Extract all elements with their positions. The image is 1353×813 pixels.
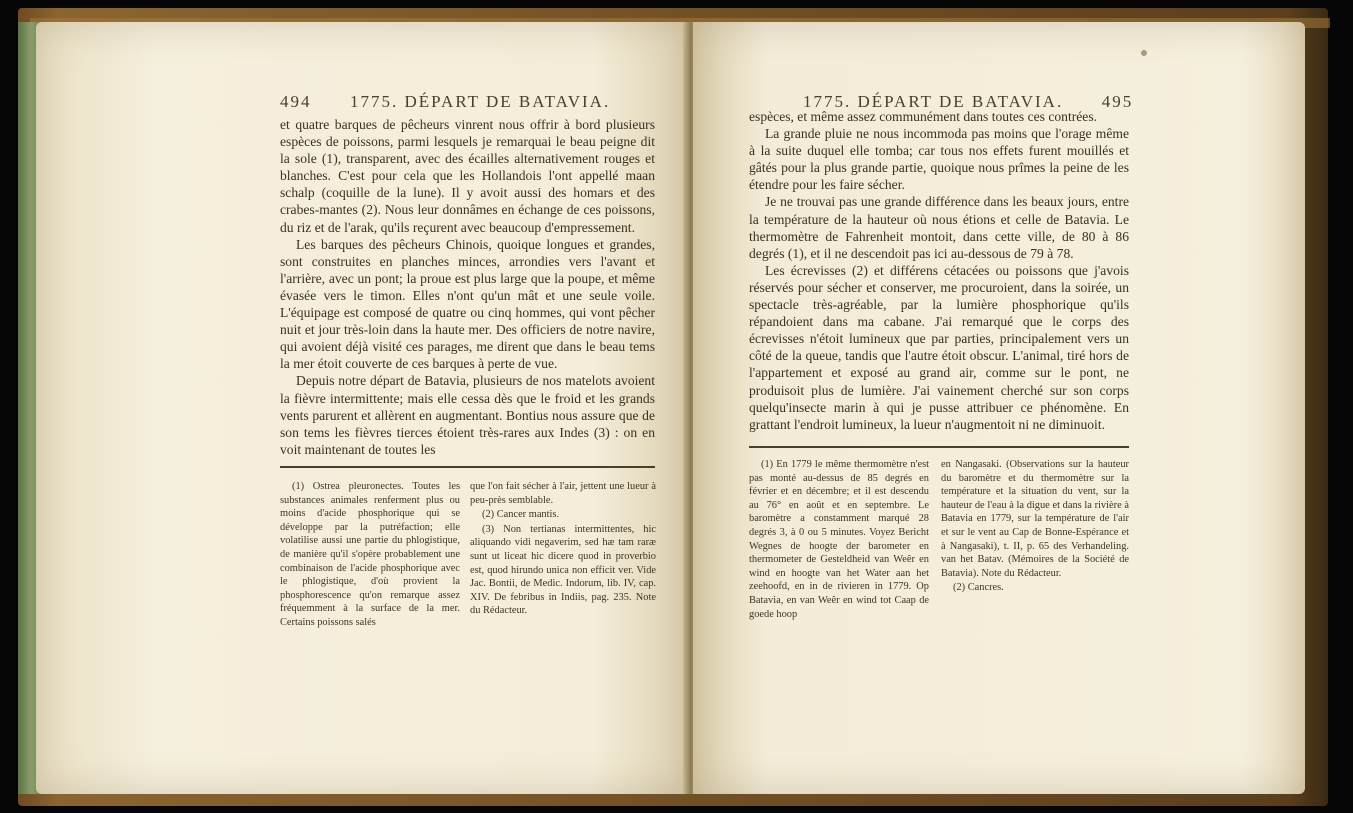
right-paragraph: espèces, et même assez communément dans toutes ces contrées. [749, 109, 1098, 124]
footnote: (3) Non tertianas intermittentes, hic aliquando vidi negaverim, sed hæ tam raræ sunt ut liceat hic dicere quod in proverbio est, quod hirundo unica non efficit ver. Vide Jac. Bontii, de Medic. Indorum, lib. IV, cap. XIV. De febribus in Indiis, pag. 235. Note du Rédacteur. [470, 523, 656, 617]
left-body-text [280, 116, 655, 458]
left-page [36, 22, 691, 794]
right-footnotes-col1 [749, 458, 929, 622]
right-footnotes-col2 [941, 458, 1129, 596]
left-footnotes-col2 [470, 480, 656, 619]
footnote: que l'on fait sécher à l'air, jettent une lueur à peu-près semblable. [470, 481, 656, 506]
left-running-head [280, 92, 610, 112]
left-running-title: 1775. DÉPART DE BATAVIA. [350, 92, 611, 111]
left-paragraph: Depuis notre départ de Batavia, plusieurs de nos matelots avoient la fièvre intermittente; mais elle cessa dès que le froid et les grands vents parurent et allèrent en augmentant. Bontius nous assure que de son tems les fièvres tierces étoient très-rares aux Indes (3) : on en voit maintenant de toutes les [280, 373, 655, 457]
right-page-number: 495 [1101, 92, 1134, 111]
paper-speck [1141, 50, 1147, 56]
right-paragraph: Je ne trouvai pas une grande différence dans les beaux jours, entre la température de la hauteur où nous étions et celle de Batavia. Le thermomètre de Fahrenheit montoit, dans cette ville, de 80 à 86 degrés (1), et il ne descendoit pas ici au-dessous de 79 à 78. [749, 194, 1129, 261]
footnote: (2) Cancer mantis. [482, 509, 560, 521]
right-paragraph: La grande pluie ne nous incommoda pas moins que l'orage même à la suite duquel elle tomba; car tous nos effets furent mouillés et gâtés pour la plus grande partie, quoique nous prîmes la peine de les étendre pour les faire sécher. [749, 126, 1129, 193]
footnote: (2) Cancres. [953, 582, 1004, 594]
right-page [693, 22, 1305, 794]
left-paragraph: et quatre barques de pêcheurs vinrent nous offrir à bord plusieurs espèces de poissons, parmi lesquels je remarquai le beau peigne dit la sole (1), transparent, avec des écailles alternativement rouges et blanches. C'est pour cela que les Hollandois l'ont appellé maan schalp (coquille de la lune). Il y avoit aussi des homars et des crabes-mantes (2). Nous leur donnâmes en échange de ces poissons, du riz et de l'arak, qu'ils reçurent avec beaucoup d'empressement. [280, 117, 655, 235]
footnote: en Nangasaki. (Observations sur la hauteur du baromètre et du thermomètre sur la température et la situation du vent, sur la hauteur de l'eau à la digue et dans la rivière à Batavia en 1779, sur la température de l'air et sur le vent au Cap de Bonne-Espérance et à Nangasaki), t. II, p. 65 des Verhandeling. van het Batav. (Mémoires de la Société de Batavia). Note du Rédacteur. [941, 459, 1129, 579]
left-footnotes-col1 [280, 480, 460, 631]
footnote-rule [280, 466, 655, 468]
right-body-text [749, 108, 1129, 433]
left-page-number: 494 [280, 92, 312, 111]
left-paragraph: Les barques des pêcheurs Chinois, quoique longues et grandes, sont construites en planches minces, arrondies vers l'avant et l'arrière, avec un pont; la proue est plus large que la poupe, et même évasée vers le timon. Elles n'ont qu'un mât et une seule voile. L'équipage est composé de quatre ou cinq hommes, qui vont pêcher nuit et jour très-loin dans la haute mer. Des officiers de notre navire, qui avoient déjà visité ces parages, me dirent que dans le beau tems la mer étoit couverte de ces barques à perte de vue. [280, 236, 655, 372]
footnote: (1) En 1779 le même thermomètre n'est pas monté au-dessus de 85 degrés en février et en décembre; et il est descendu au 76° en août et en septembre. Le baromètre a constamment marqué 28 degrés 3, à 0 ou 5 minutes. Voyez Bericht Wegnes de hoogte der barometer en thermometer de Gesteldheid van Weêr en wind en hoogte van het Water aan het zeehoofd, en in de rivieren in 1779. Op Batavia, en van Weêr en wind tot Caap de goede hoop [749, 459, 929, 620]
footnote-rule [749, 446, 1129, 448]
right-paragraph: Les écrevisses (2) et différens cétacées ou poissons que j'avois réservés pour sécher et conserver, me procuroient, dans la soirée, un spectacle très-agréable, par la lumière phosphorique qu'ils répandoient dans ma cabane. J'ai remarqué que le corps des écrevisses n'étoit lumineux que par parties, principalement vers un côté de la queue, tandis que l'autre étoit obscur. L'animal, tiré hors de l'appartement et exposé au grand air, comme sur le pont, ne produisoit plus de lumière. J'ai vainement cherché sur son corps quelqu'insecte marin à qui je pusse attribuer ce phénomène. En grattant l'endroit lumineux, la lueur n'augmentoit ni ne diminuoit. [749, 262, 1129, 432]
footnote: (1) Ostrea pleuronectes. Toutes les substances animales renferment plus ou moins d'acide phosphorique qui se développe par la putréfaction; elle volatilise aussi une partie du phlogistique, de manière qu'il s'opère probablement une combinaison de l'acide phosphorique avec le phlogistique, d'où provient la phosphorescence qu'on remarque assez fréquemment à la surface de la mer. Certains poissons salés [280, 481, 460, 628]
right-running-title: 1775. DÉPART DE BATAVIA. [803, 92, 1064, 111]
